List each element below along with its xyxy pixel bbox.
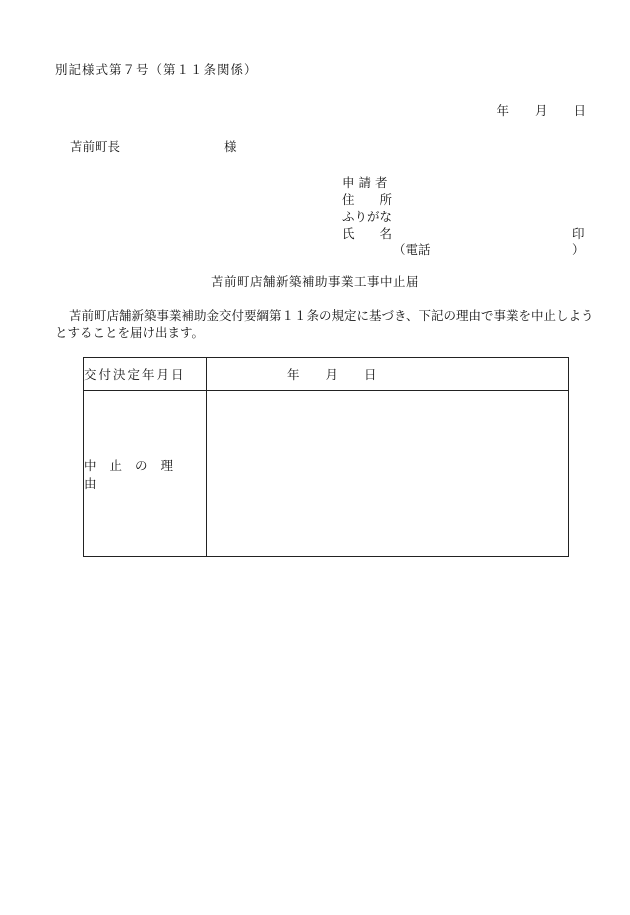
decision-date-label-text: 交付決定年月日 bbox=[84, 367, 186, 382]
form-reference: 別記様式第７号（第１１条関係） bbox=[55, 62, 258, 77]
phone-label: （電話 bbox=[393, 242, 431, 257]
date-month-label: 月 bbox=[534, 103, 548, 118]
table-row bbox=[84, 358, 569, 391]
details-table bbox=[83, 357, 569, 557]
reason-label bbox=[84, 391, 207, 557]
recipient-name: 苫前町長 bbox=[70, 139, 121, 154]
applicant-label: 申 請 者 bbox=[342, 175, 388, 190]
submission-date bbox=[496, 101, 586, 119]
body-text: 苫前町店舗新築事業補助金交付要綱第１１条の規定に基づき、下記の理由で事業を中止しようとすることを届け出ます。 bbox=[55, 308, 594, 340]
reason-label-text: 中止の理由 bbox=[84, 457, 187, 491]
decision-year-label: 年 bbox=[287, 367, 300, 382]
decision-day-label: 日 bbox=[364, 367, 377, 382]
recipient-honorific: 様 bbox=[224, 139, 237, 154]
reason-field[interactable] bbox=[207, 391, 569, 557]
decision-month-label: 月 bbox=[325, 367, 339, 382]
address-label: 住 所 bbox=[342, 192, 393, 207]
table-row bbox=[84, 391, 569, 557]
phone-close-paren: ） bbox=[572, 242, 585, 257]
document-title: 苫前町店舗新築補助事業工事中止届 bbox=[210, 274, 419, 289]
decision-date-field[interactable] bbox=[207, 358, 569, 391]
furigana-label: ふりがな bbox=[342, 209, 393, 224]
name-label: 氏 名 bbox=[342, 226, 393, 241]
date-day-label: 日 bbox=[573, 103, 586, 118]
seal-mark: 印 bbox=[572, 226, 585, 241]
date-year-label: 年 bbox=[496, 103, 509, 118]
decision-date-label bbox=[84, 358, 207, 391]
